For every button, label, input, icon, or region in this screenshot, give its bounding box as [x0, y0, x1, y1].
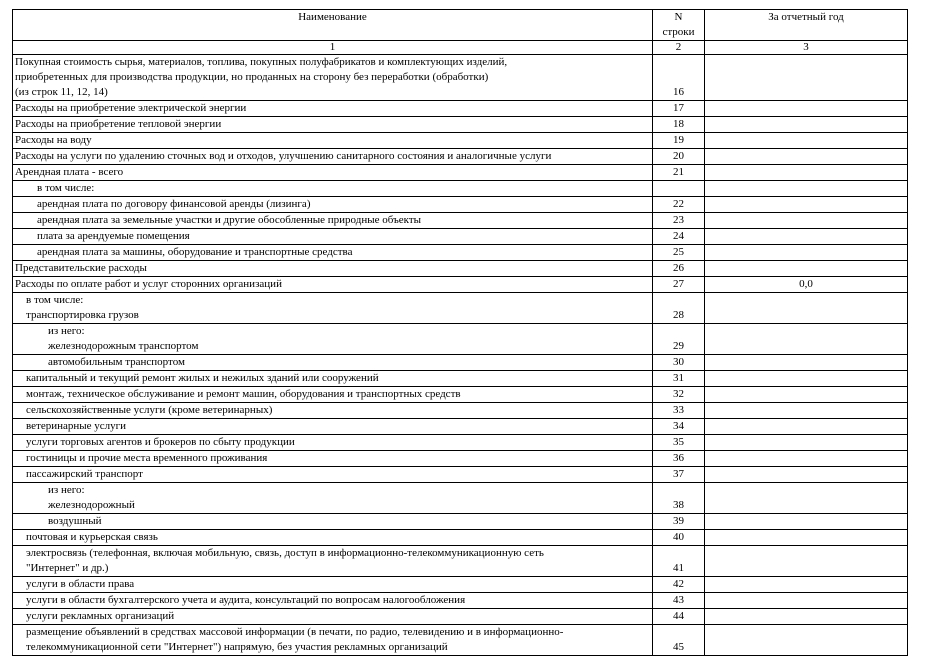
- table-row: [13, 435, 908, 451]
- row-name: [13, 165, 653, 181]
- row-name-line: арендная плата по договору финансовой аренды (лизинга): [37, 198, 311, 210]
- row-number: 27: [653, 277, 705, 293]
- row-value[interactable]: 0,0: [705, 277, 908, 293]
- row-number: 21: [653, 165, 705, 181]
- row-name: [13, 483, 653, 514]
- table-row: [13, 213, 908, 229]
- table-row: [13, 419, 908, 435]
- row-number: 33: [653, 403, 705, 419]
- row-name-line: услуги торговых агентов и брокеров по сбыту продукции: [26, 436, 295, 448]
- row-number: 36: [653, 451, 705, 467]
- table-row: [13, 197, 908, 213]
- table-row: [13, 355, 908, 371]
- row-value[interactable]: [705, 149, 908, 165]
- row-value[interactable]: [705, 403, 908, 419]
- row-name-line: транспортировка грузов: [26, 309, 139, 321]
- row-value[interactable]: [705, 197, 908, 213]
- row-number: 43: [653, 593, 705, 609]
- row-name: [13, 101, 653, 117]
- table-row: [13, 371, 908, 387]
- table-row: [13, 229, 908, 245]
- row-name-line: автомобильным транспортом: [48, 356, 185, 368]
- row-number: 30: [653, 355, 705, 371]
- row-name-line: воздушный: [48, 515, 102, 527]
- row-number: 41: [653, 546, 705, 577]
- header-num-line2: строки: [662, 26, 695, 38]
- row-value[interactable]: [705, 117, 908, 133]
- row-name-line: электросвязь (телефонная, включая мобильную, связь, доступ в информационно-телекоммуникационную сеть: [26, 547, 544, 559]
- row-number: 26: [653, 261, 705, 277]
- row-name: [13, 55, 653, 101]
- row-name-line: Расходы на приобретение тепловой энергии: [15, 118, 222, 130]
- row-name-line: арендная плата за земельные участки и другие обособленные природные объекты: [37, 214, 422, 226]
- row-name-line: ветеринарные услуги: [26, 420, 127, 432]
- row-name-line: приобретенных для производства продукции, но проданных на сторону без переработки (обработки): [15, 71, 489, 83]
- row-name: [13, 403, 653, 419]
- row-name-line: сельскохозяйственные услуги (кроме ветеринарных): [26, 404, 273, 416]
- row-name: [13, 261, 653, 277]
- row-number: 45: [653, 625, 705, 656]
- table-row: [13, 324, 908, 355]
- row-number: 18: [653, 117, 705, 133]
- table-row: [13, 403, 908, 419]
- row-name-line: Расходы на приобретение электрической энергии: [15, 102, 247, 114]
- row-value[interactable]: [705, 165, 908, 181]
- column-index-2: 2: [653, 41, 705, 55]
- table-row: [13, 245, 908, 261]
- column-index-row: [13, 41, 908, 55]
- row-number: 24: [653, 229, 705, 245]
- table-row: [13, 101, 908, 117]
- row-name-line: почтовая и курьерская связь: [26, 531, 158, 543]
- row-value[interactable]: [705, 419, 908, 435]
- row-number: 28: [653, 293, 705, 324]
- row-name-line: (из строк 11, 12, 14): [15, 86, 108, 98]
- row-value[interactable]: [705, 530, 908, 546]
- row-name-line: монтаж, техническое обслуживание и ремонт машин, оборудования и транспортных средств: [26, 388, 461, 400]
- table-row: [13, 181, 908, 197]
- row-name: [13, 530, 653, 546]
- row-name: [13, 593, 653, 609]
- row-number: 39: [653, 514, 705, 530]
- row-number: 29: [653, 324, 705, 355]
- row-value[interactable]: [705, 546, 908, 577]
- row-name: [13, 355, 653, 371]
- row-name: [13, 625, 653, 656]
- column-index-1: 1: [13, 41, 653, 55]
- row-name-line: плата за арендуемые помещения: [37, 230, 190, 242]
- row-value[interactable]: [705, 387, 908, 403]
- row-name: [13, 514, 653, 530]
- row-name: [13, 277, 653, 293]
- row-number: 22: [653, 197, 705, 213]
- row-value[interactable]: [705, 324, 908, 355]
- row-value[interactable]: [705, 181, 908, 197]
- row-name: [13, 293, 653, 324]
- table-row: [13, 165, 908, 181]
- header-line-number: [653, 10, 705, 41]
- row-number: 32: [653, 387, 705, 403]
- row-name-line: услуги в области бухгалтерского учета и аудита, консультаций по вопросам налогообложения: [26, 594, 466, 606]
- row-name-line: арендная плата за машины, оборудование и транспортные средства: [37, 246, 353, 258]
- row-value[interactable]: [705, 483, 908, 514]
- row-name-line: Покупная стоимость сырья, материалов, топлива, покупных полуфабрикатов и комплектующих изделий,: [15, 56, 508, 68]
- table-row: [13, 387, 908, 403]
- row-number: 20: [653, 149, 705, 165]
- row-number: 16: [653, 55, 705, 101]
- row-name-line: железнодорожным транспортом: [48, 340, 199, 352]
- table-row: [13, 625, 908, 656]
- row-value[interactable]: [705, 451, 908, 467]
- table-row: [13, 149, 908, 165]
- row-name-line: железнодорожный: [48, 499, 135, 511]
- table-row: [13, 117, 908, 133]
- row-value[interactable]: [705, 435, 908, 451]
- row-value[interactable]: [705, 371, 908, 387]
- row-name-line: из него:: [48, 325, 85, 337]
- row-value[interactable]: [705, 577, 908, 593]
- report-table: [12, 9, 908, 656]
- row-name: [13, 387, 653, 403]
- row-name: [13, 577, 653, 593]
- row-name: [13, 133, 653, 149]
- row-value[interactable]: [705, 593, 908, 609]
- row-name-line: Представительские расходы: [15, 262, 147, 274]
- row-name: [13, 197, 653, 213]
- row-name: [13, 546, 653, 577]
- header-row: [13, 10, 908, 41]
- row-number: 40: [653, 530, 705, 546]
- row-number: 25: [653, 245, 705, 261]
- row-name: [13, 149, 653, 165]
- row-name-line: капитальный и текущий ремонт жилых и нежилых зданий или сооружений: [26, 372, 379, 384]
- row-number: 19: [653, 133, 705, 149]
- row-name: [13, 117, 653, 133]
- table-row: [13, 609, 908, 625]
- header-name: Наименование: [13, 10, 653, 41]
- table-row: [13, 577, 908, 593]
- row-name-line: телекоммуникационной сети "Интернет") напрямую, без участия рекламных организаций: [26, 641, 448, 653]
- table-row: [13, 530, 908, 546]
- row-number: 23: [653, 213, 705, 229]
- row-name-line: из него:: [48, 484, 85, 496]
- row-name-line: Арендная плата - всего: [15, 166, 124, 178]
- row-name: [13, 213, 653, 229]
- row-number: 44: [653, 609, 705, 625]
- row-name-line: услуги в области права: [26, 578, 135, 590]
- table-row: [13, 133, 908, 149]
- row-name-line: Расходы на услуги по удалению сточных вод и отходов, улучшению санитарного состояния и аналогичные услуги: [15, 150, 552, 162]
- row-name-line: Расходы на воду: [15, 134, 92, 146]
- table-body: [13, 55, 908, 656]
- row-value[interactable]: [705, 101, 908, 117]
- row-name: [13, 324, 653, 355]
- row-name: [13, 245, 653, 261]
- row-number: 34: [653, 419, 705, 435]
- row-value[interactable]: [705, 609, 908, 625]
- row-name: [13, 435, 653, 451]
- row-number: 38: [653, 483, 705, 514]
- row-name-line: Расходы по оплате работ и услуг сторонних организаций: [15, 278, 282, 290]
- row-name: [13, 419, 653, 435]
- row-number: 17: [653, 101, 705, 117]
- header-num-line1: N: [674, 11, 683, 23]
- table-row: [13, 514, 908, 530]
- row-value[interactable]: [705, 355, 908, 371]
- row-name-line: пассажирский транспорт: [26, 468, 143, 480]
- table-row: [13, 451, 908, 467]
- row-value[interactable]: [705, 229, 908, 245]
- row-value[interactable]: [705, 261, 908, 277]
- row-value[interactable]: [705, 514, 908, 530]
- table-row: [13, 277, 908, 293]
- row-value[interactable]: [705, 55, 908, 101]
- row-value[interactable]: [705, 133, 908, 149]
- row-name: [13, 467, 653, 483]
- table-row: [13, 483, 908, 514]
- table-row: [13, 593, 908, 609]
- table-row: [13, 261, 908, 277]
- row-value[interactable]: [705, 467, 908, 483]
- row-number: [653, 181, 705, 197]
- row-number: 37: [653, 467, 705, 483]
- row-name-line: услуги рекламных организаций: [26, 610, 175, 622]
- table-row: [13, 546, 908, 577]
- row-value[interactable]: [705, 293, 908, 324]
- row-name-line: в том числе:: [26, 294, 84, 306]
- table-row: [13, 293, 908, 324]
- row-number: 42: [653, 577, 705, 593]
- row-value[interactable]: [705, 245, 908, 261]
- row-number: 35: [653, 435, 705, 451]
- row-name-line: в том числе:: [37, 182, 95, 194]
- row-number: 31: [653, 371, 705, 387]
- table-row: [13, 467, 908, 483]
- row-name-line: гостиницы и прочие места временного проживания: [26, 452, 268, 464]
- row-name: [13, 371, 653, 387]
- row-value[interactable]: [705, 625, 908, 656]
- table-row: [13, 55, 908, 101]
- header-period: За отчетный год: [705, 10, 908, 41]
- column-index-3: 3: [705, 41, 908, 55]
- row-name: [13, 229, 653, 245]
- row-value[interactable]: [705, 213, 908, 229]
- row-name-line: размещение объявлений в средствах массовой информации (в печати, по радио, телевидению и в информационно-: [26, 626, 564, 638]
- row-name: [13, 181, 653, 197]
- row-name: [13, 609, 653, 625]
- row-name: [13, 451, 653, 467]
- row-name-line: "Интернет" и др.): [26, 562, 109, 574]
